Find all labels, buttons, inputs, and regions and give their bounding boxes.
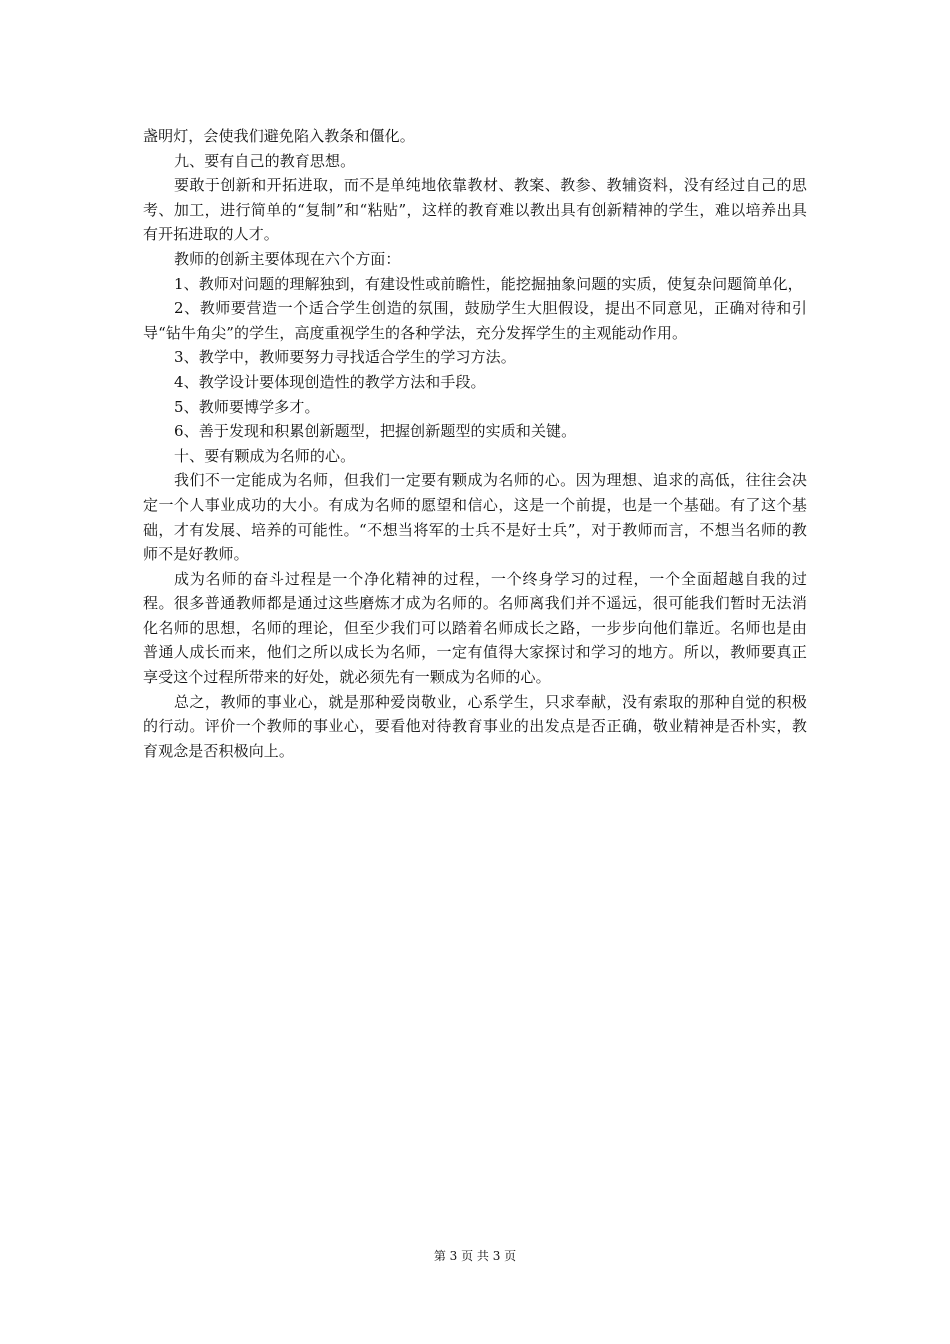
page-number-footer: 第 3 页 共 3 页: [433, 1249, 517, 1263]
paragraph: 成为名师的奋斗过程是一个净化精神的过程，一个终身学习的过程，一个全面超越自我的过程。很多普通教师都是通过这些磨炼才成为名师的。名师离我们并不遥远，很可能我们暂时无法消化名师的思想，名师的理论，但至少我们可以踏着名师成长之路，一步步向他们靠近。名师也是由普通人成长而来，他们之所以成长为名师，一定有值得大家探讨和学习的地方。所以，教师要真正享受这个过程所带来的好处，就必须先有一颗成为名师的心。: [143, 569, 807, 687]
paragraph: 1、教师对问题的理解独到，有建设性或前瞻性，能挖掘抽象问题的实质，使复杂问题简单化，: [174, 274, 803, 293]
paragraph: 3、教学中，教师要努力寻找适合学生的学习方法。: [174, 348, 516, 367]
paragraph: 2、教师要营造一个适合学生创造的氛围，鼓励学生大胆假设，提出不同意见，正确对待和引导“钻牛角尖”的学生，高度重视学生的各种学法，充分发挥学生的主观能动作用。: [143, 299, 807, 342]
paragraph: 教师的创新主要体现在六个方面：: [174, 249, 401, 268]
paragraph: 九、要有自己的教育思想。: [174, 151, 356, 170]
paragraph: 盏明灯，会使我们避免陷入教条和僵化。: [143, 127, 415, 145]
document-body: [143, 124, 807, 763]
paragraph: 总之，教师的事业心，就是那种爱岗敬业，心系学生，只求奉献，没有索取的那种自觉的积极的行动。评价一个教师的事业心，要看他对待教育事业的出发点是否正确，敬业精神是否朴实，教育观念是否积极向上。: [143, 692, 807, 760]
paragraph: 我们不一定能成为名师，但我们一定要有颗成为名师的心。因为理想、追求的高低，往往会决定一个人事业成功的大小。有成为名师的愿望和信心，这是一个前提，也是一个基础。有了这个基础，才有发展、培养的可能性。“不想当将军的士兵不是好士兵”，对于教师而言，不想当名师的教师不是好教师。: [143, 471, 807, 564]
paragraph: 十、要有颗成为名师的心。: [174, 446, 356, 465]
paragraph: 4、教学设计要体现创造性的教学方法和手段。: [174, 372, 486, 391]
paragraph: 6、善于发现和积累创新题型，把握创新题型的实质和关键。: [174, 422, 577, 441]
paragraph: 要敢于创新和开拓进取，而不是单纯地依靠教材、教案、教参、教辅资料，没有经过自己的思考、加工，进行简单的“复制”和“粘贴”，这样的教育难以教出具有创新精神的学生，难以培养出具有开拓进取的人才。: [143, 176, 807, 244]
paragraph: 5、教师要博学多才。: [174, 397, 320, 416]
